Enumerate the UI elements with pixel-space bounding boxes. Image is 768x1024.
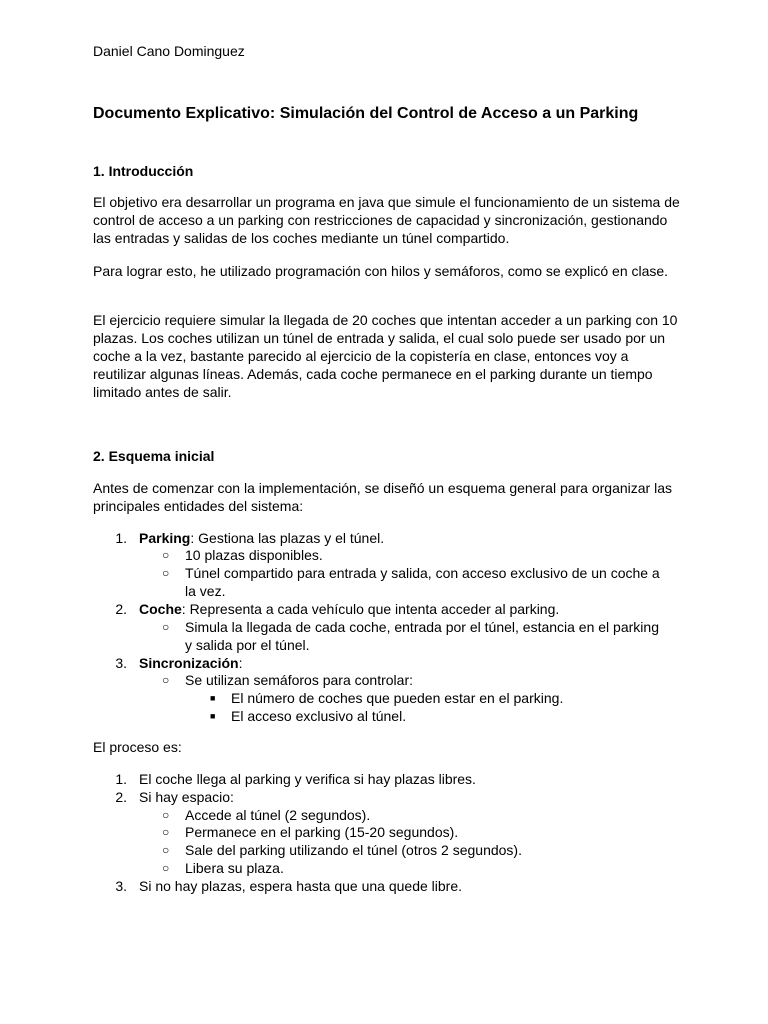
sub-sub-item-acceso: ■ El acceso exclusivo al túnel.: [210, 708, 407, 724]
circle-bullet-icon: ○: [162, 620, 170, 634]
circle-bullet-icon: ○: [162, 808, 170, 822]
circle-bullet-icon: ○: [162, 843, 170, 857]
process-substep-b: ○ Permanece en el parking (15-20 segundos).: [162, 824, 459, 840]
list-number: 1.: [115, 530, 127, 546]
author-name: Daniel Cano Dominguez: [93, 43, 245, 59]
intro-paragraph-3: El ejercicio requiere simular la llegada de 20 coches que intentan acceder a un parking con 10 plazas. Los coches utilizan un túnel de entrada y salida, el cual solo puede ser usado por un coche a la vez, bastante parecido al ejercicio de la copistería en clase, entonces voy a reutilizar algunas líneas. Además, cada coche permanece en el parking durante un tiempo limitado antes de salir.: [93, 312, 678, 400]
section-2-heading: 2. Esquema inicial: [93, 448, 215, 464]
schema-intro-paragraph: Antes de comenzar con la implementación, se diseñó un esquema general para organizar las principales entidades del sistema:: [93, 480, 673, 514]
sub-sub-item-numero: ■ El número de coches que pueden estar en el parking.: [210, 690, 564, 706]
list-item-sincronizacion: 3. Sincronización:: [93, 654, 242, 672]
document-title: Documento Explicativo: Simulación del Control de Acceso a un Parking: [93, 105, 639, 122]
process-step-2: 2. Si hay espacio:: [93, 788, 234, 806]
list-item-coche: 2. Coche: Representa a cada vehículo que intenta acceder al parking.: [93, 600, 559, 618]
sub-item-semaforos: ○ Se utilizan semáforos para controlar:: [162, 672, 413, 688]
list-term-coche: Coche: [139, 601, 182, 617]
circle-bullet-icon: ○: [162, 673, 170, 687]
list-number: 2.: [115, 601, 127, 617]
process-substep-d: ○ Libera su plaza.: [162, 860, 284, 876]
circle-bullet-icon: ○: [162, 548, 170, 562]
process-substep-c: ○ Sale del parking utilizando el túnel (otros 2 segundos).: [162, 842, 522, 858]
sub-item-simula: ○ Simula la llegada de cada coche, entrada por el túnel, estancia en el parking: [162, 619, 659, 635]
process-intro: El proceso es:: [93, 739, 182, 755]
list-term-sincronizacion: Sincronización: [139, 655, 239, 671]
intro-paragraph-2: Para lograr esto, he utilizado programación con hilos y semáforos, como se explicó en clase.: [93, 263, 669, 279]
circle-bullet-icon: ○: [162, 566, 170, 580]
list-number: 3.: [115, 655, 127, 671]
intro-paragraph-1: El objetivo era desarrollar un programa en java que simule el funcionamiento de un sistema de control de acceso a un parking con restricciones de capacidad y sincronización, gestionando las entradas y salidas de los coches mediante un túnel compartido.: [93, 194, 680, 246]
sub-item-simula-cont: y salida por el túnel.: [185, 637, 310, 653]
square-bullet-icon: ■: [210, 693, 216, 703]
list-term-parking: Parking: [139, 530, 191, 546]
list-item-parking: 1. Parking: Gestiona las plazas y el túnel.: [93, 529, 384, 547]
process-substep-a: ○ Accede al túnel (2 segundos).: [162, 807, 371, 823]
sub-item-tunel: ○ Túnel compartido para entrada y salida, con acceso exclusivo de un coche a: [162, 565, 660, 581]
square-bullet-icon: ■: [210, 711, 216, 721]
list-number: 1.: [115, 771, 127, 787]
process-step-1: 1. El coche llega al parking y verifica si hay plazas libres.: [93, 770, 476, 788]
section-1-heading: 1. Introducción: [93, 163, 194, 179]
list-number: 2.: [115, 789, 127, 805]
sub-item-tunel-cont: la vez.: [185, 583, 226, 599]
list-number: 3.: [115, 878, 127, 894]
sub-item-plazas: ○ 10 plazas disponibles.: [162, 547, 323, 563]
circle-bullet-icon: ○: [162, 861, 170, 875]
circle-bullet-icon: ○: [162, 825, 170, 839]
process-step-3: 3. Si no hay plazas, espera hasta que una quede libre.: [93, 877, 462, 895]
